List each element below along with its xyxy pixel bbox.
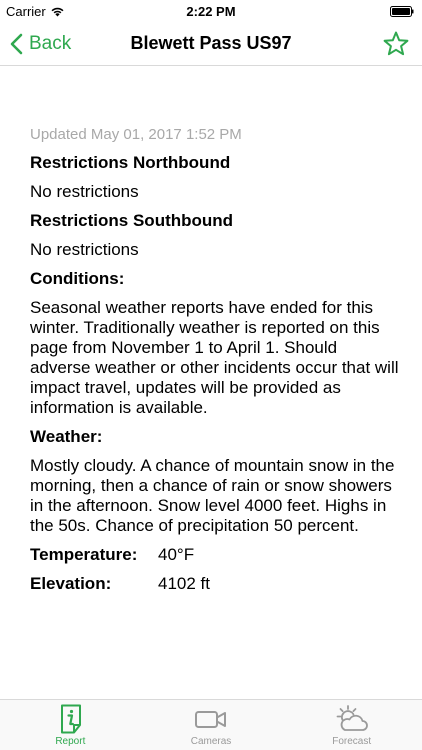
elevation-row <box>30 574 400 594</box>
pass-report <box>30 126 400 603</box>
restrictions-southbound-value: No restrictions <box>30 240 139 259</box>
updated-timestamp: Updated May 01, 2017 1:52 PM <box>30 126 242 143</box>
back-label: Back <box>29 33 72 54</box>
restrictions-northbound-heading: Restrictions Northbound <box>30 153 231 172</box>
temperature-row <box>30 545 400 565</box>
weather-text: Mostly cloudy. A chance of mountain snow in the morning, then a chance of rain or snow showers in the afternoon. Snow level 4000 feet. Highs in the 50s. Chance of precipitation 50 percent. <box>30 456 395 535</box>
tab-report-label: Report <box>55 736 86 747</box>
temperature-label: Temperature: <box>30 545 138 564</box>
back-button[interactable] <box>10 30 71 58</box>
status-bar <box>0 0 422 22</box>
carrier-label: Carrier <box>6 4 46 19</box>
elevation-value: 4102 ft <box>158 574 210 593</box>
page-title: Blewett Pass US97 <box>130 33 292 53</box>
tab-forecast[interactable] <box>281 700 422 750</box>
tab-report[interactable] <box>0 700 141 750</box>
status-time: 2:22 PM <box>186 4 236 19</box>
chevron-left-icon <box>10 33 23 55</box>
conditions-text: Seasonal weather reports have ended for this winter. Traditionally weather is reported on this page from November 1 to April 1. Should adverse weather or other incidents occur that will impact travel, updates will be provided as information is available. <box>30 298 399 417</box>
tab-forecast-label: Forecast <box>332 736 372 747</box>
elevation-label: Elevation: <box>30 574 112 593</box>
report-icon <box>53 704 87 734</box>
battery-icon <box>390 6 414 17</box>
conditions-heading: Conditions: <box>30 269 125 288</box>
forecast-icon <box>335 704 369 734</box>
favorite-star-icon[interactable] <box>382 30 410 58</box>
navigation-bar <box>0 22 422 66</box>
camera-icon <box>194 704 228 734</box>
temperature-value: 40°F <box>158 545 195 564</box>
weather-heading: Weather: <box>30 427 103 446</box>
tab-bar <box>0 699 422 750</box>
restrictions-northbound-value: No restrictions <box>30 182 139 201</box>
tab-cameras-label: Cameras <box>190 736 232 747</box>
tab-cameras[interactable] <box>141 700 282 750</box>
restrictions-southbound-heading: Restrictions Southbound <box>30 211 234 230</box>
